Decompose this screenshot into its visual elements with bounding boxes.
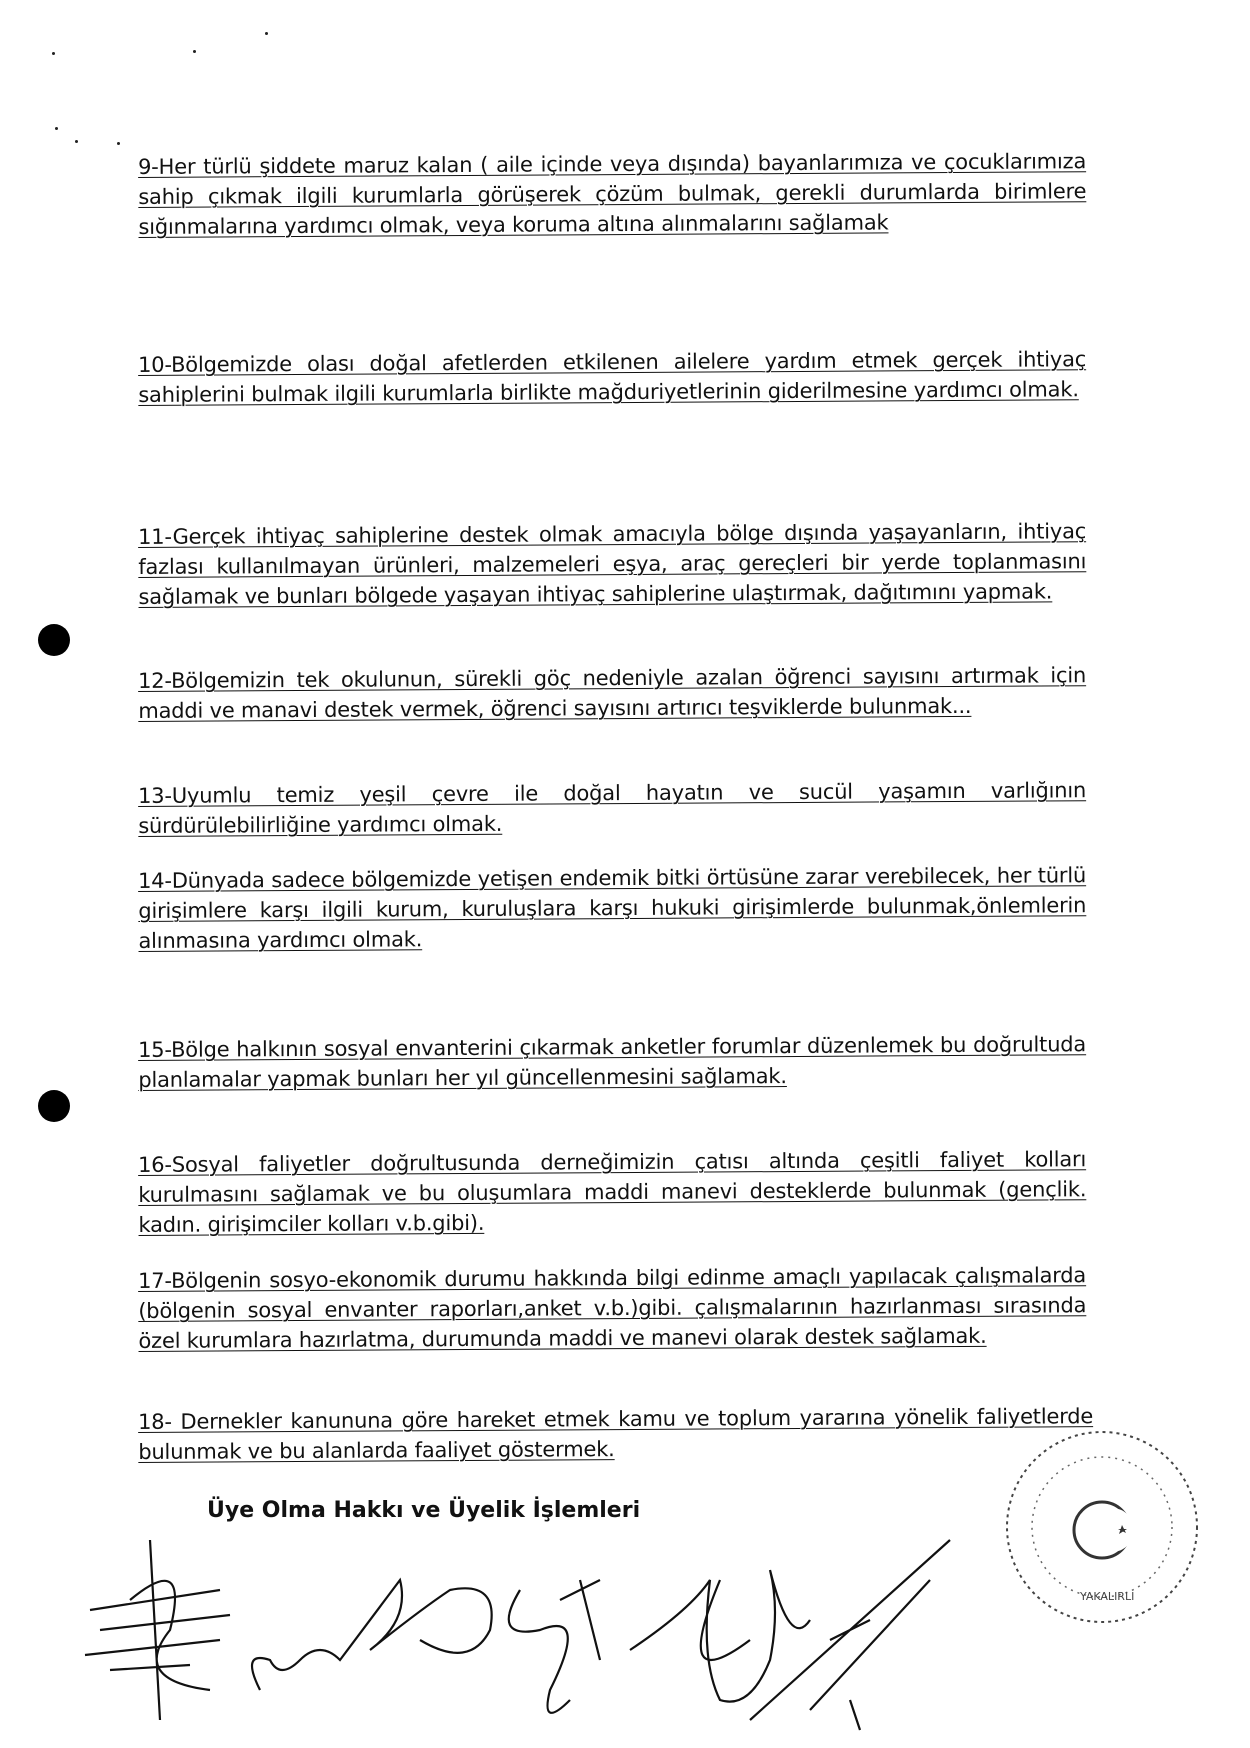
signature-2 bbox=[252, 1580, 492, 1690]
scan-speck bbox=[265, 32, 268, 35]
scan-speck bbox=[55, 127, 58, 130]
article-item-14: 14-Dünyada sadece bölgemizde yetişen endemik bitki örtüsüne zarar verebilecek, her türlü girişimlere karşı ilgili kurum, kuruluşlara karşı hukuki girişimlerde bulunmak,önlemlerin alınmasına yardımcı olmak. bbox=[138, 863, 1087, 953]
signatures bbox=[70, 1520, 970, 1740]
signature-4 bbox=[630, 1570, 810, 1702]
article-item-9: 9-Her türlü şiddete maruz kalan ( aile içinde veya dışında) bayanlarımıza ve çocuklarımıza sahip çıkmak ilgili kurumlarla görüşerek çözüm bulmak, gerekli durumlarda birimlere sığınmalarına yardımcı olmak, veya koruma altına alınmalarını sağlamak bbox=[138, 149, 1087, 239]
signature-3 bbox=[509, 1580, 600, 1713]
punch-hole bbox=[38, 1090, 70, 1122]
section-heading: Üye Olma Hakkı ve Üyelik İşlemleri bbox=[207, 1498, 641, 1523]
article-item-10: 10-Bölgemizde olası doğal afetlerden etkilenen ailelere yardım etmek gerçek ihtiyaç sahiplerini bulmak ilgili kurumlarla birlikte mağduriyetlerinin giderilmesine yardımcı olmak. bbox=[138, 347, 1087, 407]
official-stamp bbox=[990, 1425, 1215, 1630]
scan-speck bbox=[75, 140, 78, 143]
article-item-16: 16-Sosyal faliyetler doğrultusunda derneğimizin çatısı altında çeşitli faliyet kolları kurulmasını sağlamak ve bu oluşumlara maddi manevi desteklerde bulunmak (gençlik. kadın. girişimciler kolları v.b.gibi). bbox=[138, 1147, 1087, 1237]
article-item-15: 15-Bölge halkının sosyal envanterini çıkarmak anketler forumlar düzenlemek bu doğrultuda planlamalar yapmak bunları her yıl güncellenmesini sağlamak. bbox=[138, 1032, 1087, 1092]
article-item-13: 13-Uyumlu temiz yeşil çevre ile doğal hayatın ve sucül yaşamın varlığının sürdürülebilirliğine yardımcı olmak. bbox=[138, 778, 1087, 838]
svg-text:YAKALIRLI: YAKALIRLI bbox=[1080, 1590, 1135, 1603]
article-item-12: 12-Bölgemizin tek okulunun, sürekli göç nedeniyle azalan öğrenci sayısını artırmak için maddi ve manavi destek vermek, öğrenci sayısını artırıcı teşviklerde bulunmak... bbox=[138, 663, 1087, 723]
scan-speck bbox=[117, 142, 120, 145]
article-item-18: 18- Dernekler kanununa göre hareket etmek kamu ve toplum yararına yönelik faliyetlerde bulunmak ve bu alanlarda faaliyet göstermek. bbox=[138, 1404, 1094, 1464]
article-item-11: 11-Gerçek ihtiyaç sahiplerine destek olmak amacıyla bölge dışında yaşayanların, ihtiyaç fazlası kullanılmayan ürünleri, malzemeleri eşya, araç gereçleri bir yerde toplanmasını sağlamak ve bunları bölgede yaşayan ihtiyaç sahiplerine ulaştırmak, dağıtımını yapmak. bbox=[138, 519, 1087, 609]
scan-speck bbox=[193, 50, 196, 53]
punch-hole bbox=[38, 624, 70, 656]
signature-5 bbox=[750, 1540, 950, 1730]
scan-speck bbox=[52, 52, 55, 55]
signature-1 bbox=[85, 1540, 230, 1720]
article-item-17: 17-Bölgenin sosyo-ekonomik durumu hakkında bilgi edinme amaçlı yapılacak çalışmalarda (bölgenin sosyal envanter raporları,anket v.b.)gibi. çalışmalarının hazırlanması sırasında özel kurumlara hazırlatma, durumunda maddi ve manevi olarak destek sağlamak. bbox=[138, 1263, 1087, 1353]
